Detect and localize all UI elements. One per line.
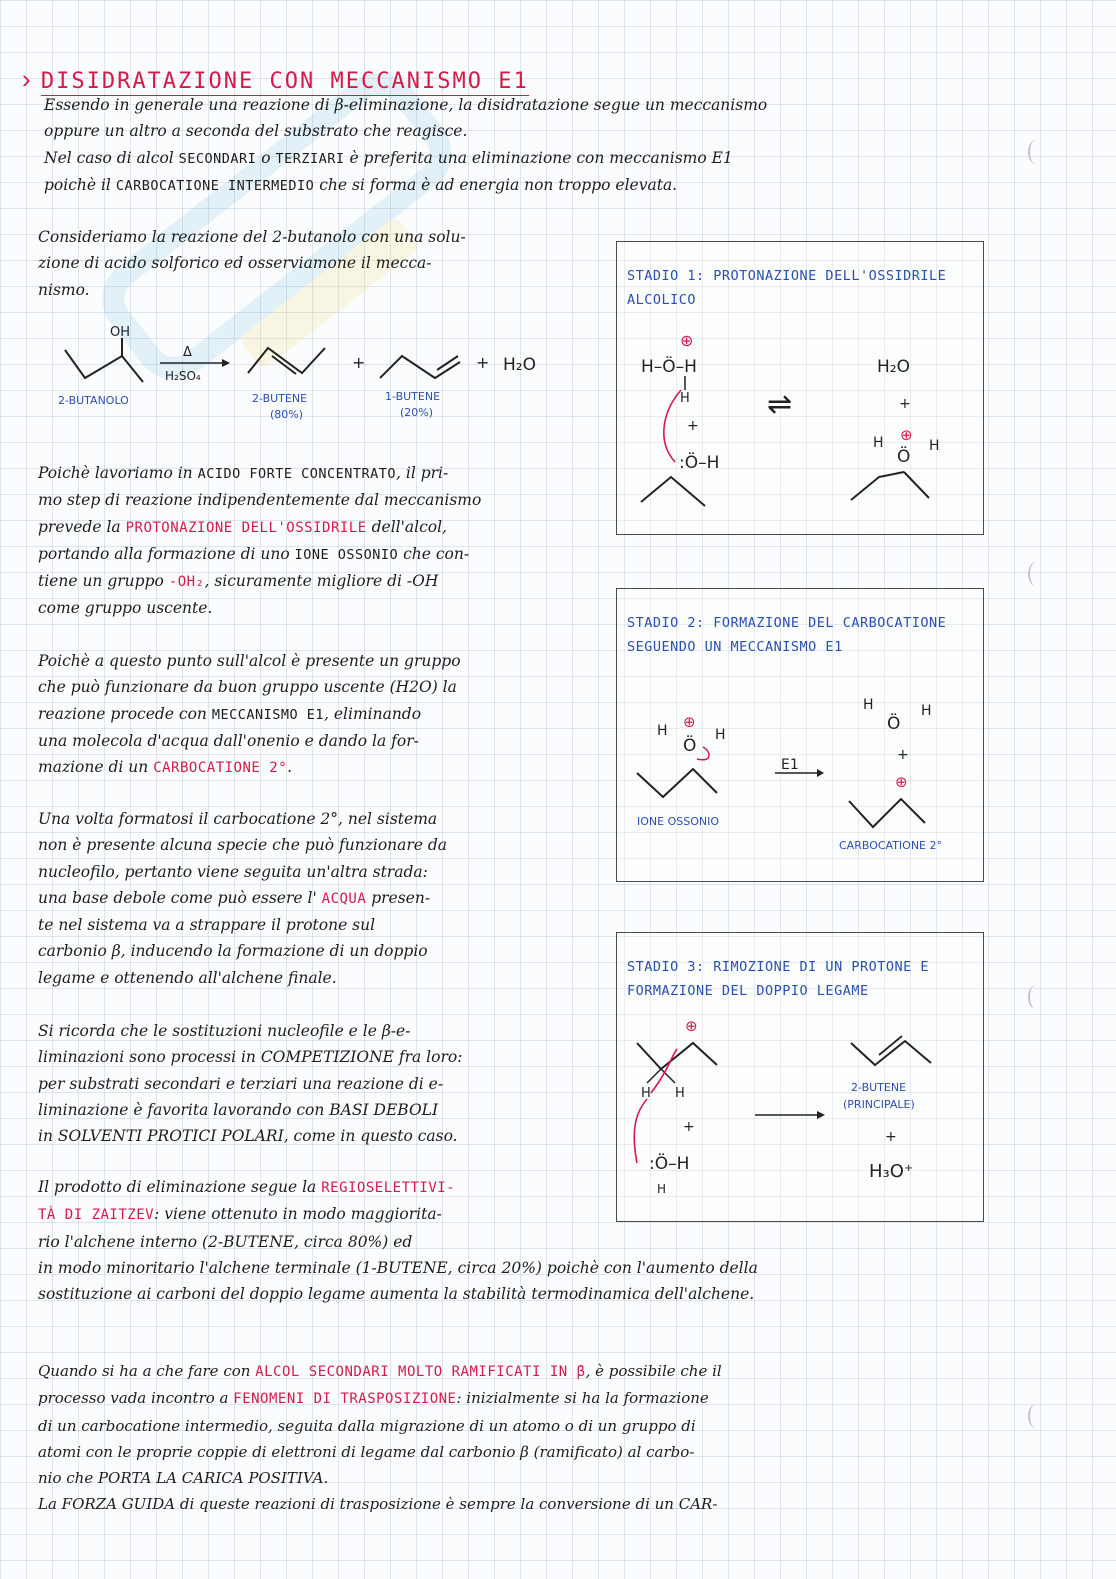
svg-text:+: +	[352, 353, 366, 372]
charge-icon: ⊕	[680, 331, 694, 350]
binder-hole	[1028, 562, 1044, 586]
1-butene-structure	[380, 356, 460, 378]
water-product: H₂O	[877, 357, 910, 377]
stage-3-mechanism	[617, 1013, 983, 1219]
svg-text:H: H	[921, 703, 932, 719]
oxonium-oxygen: Ö	[897, 447, 911, 467]
arrow-right-icon	[817, 769, 824, 777]
reaction-scheme	[40, 318, 600, 428]
reactant-label: 2-BUTANOLO	[58, 394, 129, 407]
svg-text:H: H	[929, 438, 940, 454]
equilibrium-arrow-icon: ⇌	[767, 387, 793, 422]
svg-text:Ö: Ö	[887, 714, 901, 734]
product-note: (PRINCIPALE)	[843, 1098, 915, 1111]
strong-acid-paragraph: Poichè lavoriamo in ACIDO FORTE CONCENTRATO, il pri- mo step di reazione indipendentemente dal meccanismo prevede la PROTONAZIONE DELL'OSSIDRILE dell'alcol, portando alla formazione di uno IONE OSSONIO che con- tiene un gruppo -OH₂, sicuramente migliore di -OH come gruppo uscente.	[38, 464, 482, 618]
svg-text:+: +	[476, 353, 490, 372]
svg-text:+: +	[885, 1129, 897, 1145]
stage-3-box	[616, 932, 984, 1222]
stage-1-title: STADIO 1: PROTONAZIONE DELL'OSSIDRILE ALCOLICO	[627, 268, 947, 308]
arrow-right-icon	[222, 359, 230, 367]
product2-pct: (20%)	[400, 406, 434, 419]
carbocation-chain	[637, 1043, 717, 1069]
product1-label: 2-BUTENE	[252, 392, 308, 405]
stage-1-box	[616, 241, 984, 535]
svg-text:H: H	[641, 1086, 651, 1101]
chevron-right-icon: ›	[22, 64, 31, 94]
competition-paragraph: Si ricorda che le sostituzioni nucleofile e le β-e- liminazioni sono processi in COMPETIZIONE fra loro: per substrati secondari e terziari una reazione di e- liminazione è favorita lavorando con BASI DEBOLI in SOLVENTI PROTICI POLARI, come in questo caso.	[38, 1022, 463, 1146]
product2-label: 1-BUTENE	[385, 390, 441, 403]
curved-arrow-icon	[697, 747, 709, 760]
svg-text:+: +	[687, 418, 699, 434]
curved-arrow-icon	[664, 390, 681, 462]
svg-text:+: +	[897, 747, 909, 763]
hydronium-product: H₃O⁺	[869, 1161, 914, 1182]
svg-text:H: H	[715, 727, 726, 743]
svg-text:+: +	[899, 396, 911, 412]
binder-hole	[1028, 985, 1044, 1009]
reagent-label: H₂SO₄	[165, 369, 201, 383]
svg-text:H: H	[675, 1086, 685, 1101]
svg-text:E1: E1	[781, 757, 799, 773]
svg-text:H: H	[873, 435, 884, 451]
svg-text:⊕: ⊕	[683, 713, 696, 731]
hydroxyl-group: :Ö–H	[679, 453, 720, 473]
intro-paragraph: Essendo in generale una reazione di β-eliminazione, la disidratazione segue un meccanismo oppure un altro a seconda del substrato che reagisce. Nel caso di alcol SECONDARI o TERZIARI è preferita una eliminazione con meccanismo E1 poichè il CARBOCATIONE INTERMEDIO che si forma è ad energia non troppo elevata.	[44, 96, 768, 194]
page-title: › DISIDRATAZIONE CON MECCANISMO E1	[22, 64, 529, 94]
product-label: 2-BUTENE	[851, 1081, 907, 1094]
stage-2-title: STADIO 2: FORMAZIONE DEL CARBOCATIONE SEGUENDO UN MECCANISMO E1	[627, 615, 947, 655]
svg-text:Ö: Ö	[683, 736, 697, 756]
svg-text:⊕: ⊕	[685, 1017, 698, 1035]
stage-1-mechanism	[617, 322, 983, 532]
svg-text:⊕: ⊕	[895, 773, 908, 791]
cation-label: CARBOCATIONE 2°	[839, 839, 943, 852]
stage-3-title: STADIO 3: RIMOZIONE DI UN PROTONE E FORMAZIONE DEL DOPPIO LEGAME	[627, 959, 929, 999]
water-label: H₂O	[503, 355, 536, 375]
water-base: :Ö–H	[649, 1154, 690, 1174]
oh-label: OH	[110, 325, 131, 340]
svg-text:H: H	[863, 697, 874, 713]
zaitzev-paragraph: Il prodotto di eliminazione segue la REGIOSELETTIVI- TÀ DI ZAITZEV: viene ottenuto in modo maggiorita- rio l'alchene interno (2-BUTENE, circa 80%) ed in modo minoritario l'alchene terminale (1-BUTENE, circa 20%) poichè con l'aumento della sostituzione ai carboni del doppio legame aumenta la stabilità termodinamica dell'alchene.	[38, 1178, 758, 1304]
consider-paragraph: Consideriamo la reazione del 2-butanolo con una solu- zione di acido solforico ed osserviamone il mecca- nismo.	[38, 228, 466, 299]
butanol-structure	[65, 350, 143, 382]
2-butene-structure	[248, 348, 325, 373]
oxonium-chain	[851, 472, 904, 500]
svg-text:H: H	[680, 391, 690, 406]
stage-2-mechanism	[617, 689, 983, 879]
propyl-chain	[641, 477, 705, 506]
curved-arrow-icon	[634, 1099, 647, 1163]
arrow-right-icon	[817, 1111, 825, 1119]
svg-text:+: +	[683, 1119, 695, 1135]
stage-2-box	[616, 588, 984, 882]
binder-hole	[1028, 140, 1044, 164]
delta-label: Δ	[183, 345, 192, 360]
product1-pct: (80%)	[270, 408, 304, 421]
svg-text:H: H	[657, 723, 668, 739]
hydronium-structure: H–Ö–H	[641, 357, 697, 377]
ion-label: IONE OSSONIO	[637, 815, 719, 828]
carbocation-chain	[849, 799, 925, 827]
svg-text:⊕: ⊕	[900, 426, 913, 444]
svg-text:H: H	[657, 1182, 667, 1196]
trasposizione-paragraph: Quando si ha a che fare con ALCOL SECONDARI MOLTO RAMIFICATI IN β, è possibile che il processo vada incontro a FENOMENI DI TRASPOSIZIONE: inizialmente si ha la formazione di un carbocatione intermedio, seguita dalla migrazione di un atomo o di un gruppo di atomi con le proprie coppie di elettroni di legame dal carbonio β (ramificato) al carbo- nio che PORTA LA CARICA POSITIVA. La FORZA GUIDA di queste reazioni di trasposizione è sempre la conversione di un CAR-	[38, 1362, 722, 1514]
base-paragraph: Una volta formatosi il carbocatione 2°, nel sistema non è presente alcuna specie che può funzionare da nucleofilo, pertanto viene seguita un'altra strada: una base debole come può essere l' ACQUA presen- te nel sistema va a strappare il protone sul carbonio β, inducendo la formazione di un doppio legame e ottenendo all'alchene finale.	[38, 810, 448, 987]
e1-paragraph: Poichè a questo punto sull'alcol è presente un gruppo che può funzionare da buon gruppo uscente (H2O) la reazione procede con MECCANISMO E1, eliminando una molecola d'acqua dall'onenio e dando la for- mazione di un CARBOCATIONE 2°.	[38, 652, 461, 777]
oxonium-chain	[637, 769, 717, 797]
